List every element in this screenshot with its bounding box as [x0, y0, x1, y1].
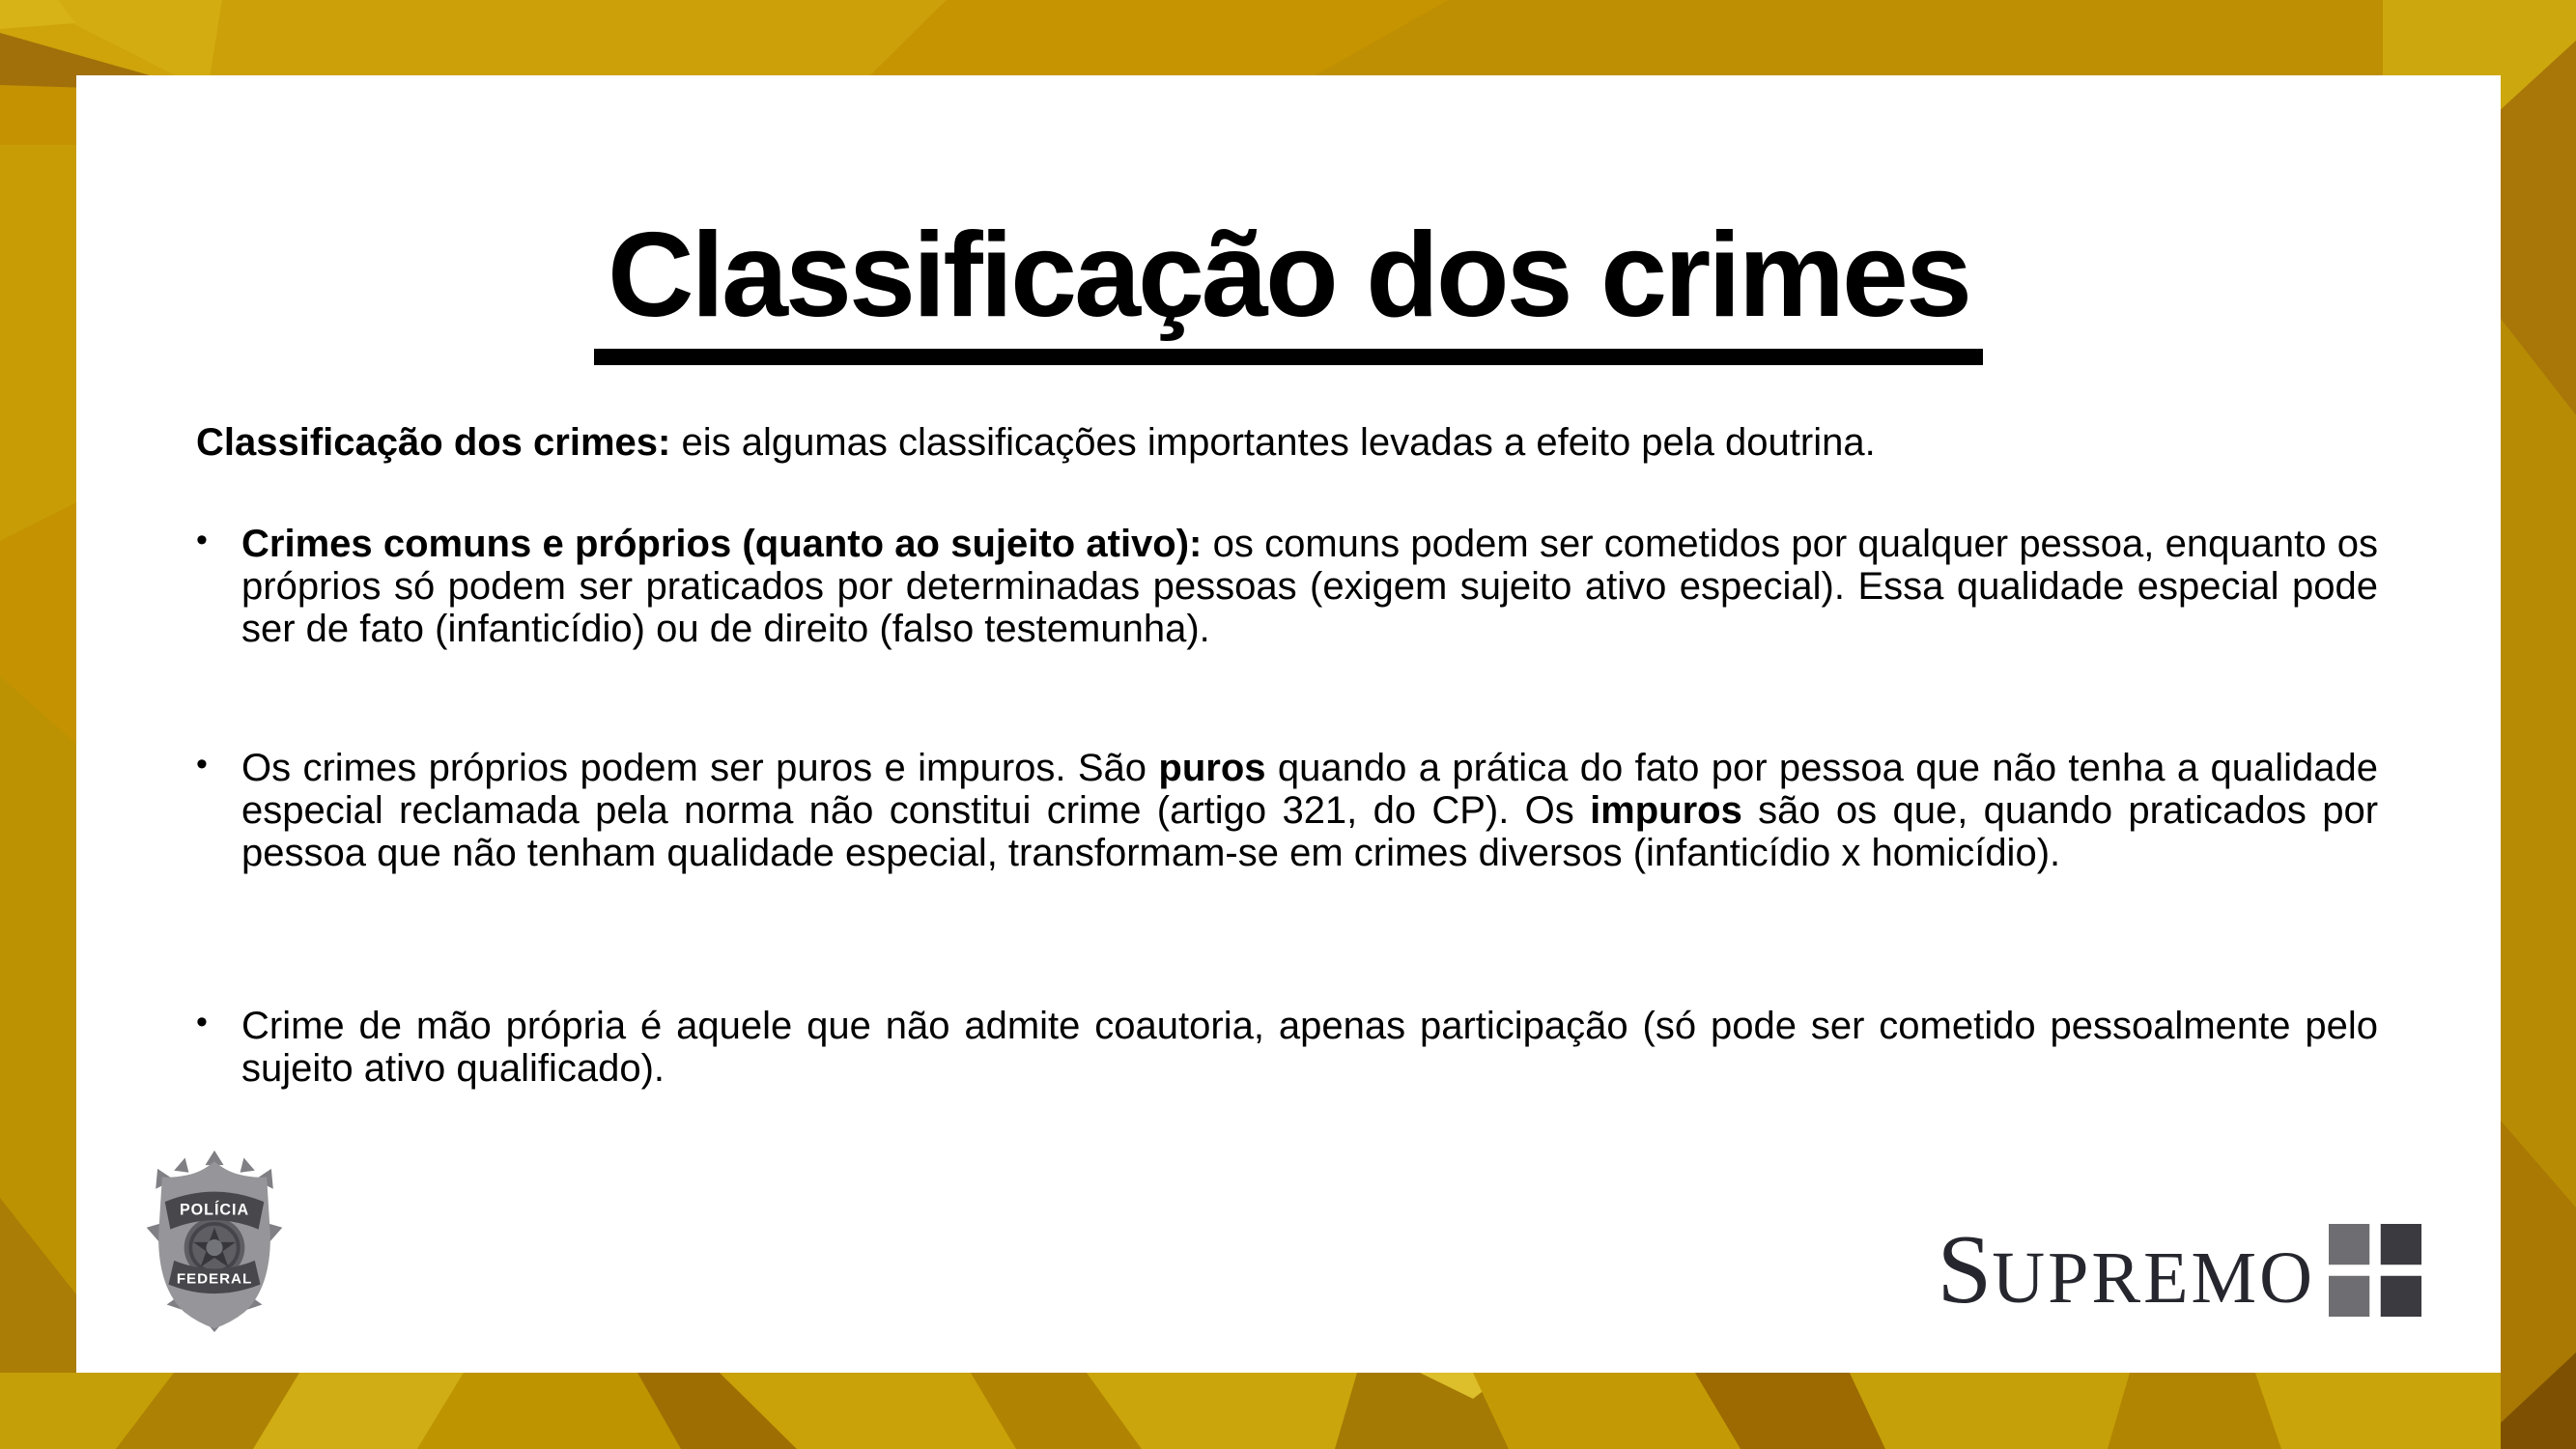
- intro-paragraph: Classificação dos crimes: eis algumas classificações importantes levadas a efeito pela doutrina.: [196, 421, 1876, 464]
- title-wrap: [76, 131, 2501, 445]
- bullet-text: Os crimes próprios podem ser puros e impuros. São puros quando a prática do fato por pessoa que não tenha a qualidade especial reclamada pela norma não constitui crime (artigo 321, do CP). Os impuros são os que, quando praticados por pessoa que não tenham qualidade especial, transformam-se em crimes diversos (infanticídio x homicídio).: [241, 747, 2379, 874]
- bullet-icon: •: [196, 1004, 208, 1040]
- badge-bottom-label: FEDERAL: [176, 1270, 253, 1288]
- page-title: Classificação dos crimes: [594, 212, 1983, 365]
- supremo-logo: [1937, 1215, 2421, 1324]
- supremo-window-icon: [2329, 1224, 2421, 1317]
- slide-card: [76, 75, 2501, 1373]
- bullet-text: Crime de mão própria é aquele que não admite coautoria, apenas participação (só pode ser cometido pessoalmente pelo sujeito ativo qualificado).: [241, 1005, 2378, 1090]
- bullet-item: [196, 1004, 2378, 1090]
- bullet-item: [196, 522, 2378, 650]
- badge-top-label: POLÍCIA: [179, 1201, 250, 1219]
- bullet-icon: •: [196, 746, 208, 782]
- supremo-wordmark-initial: S: [1937, 1215, 1993, 1324]
- bullet-text: Crimes comuns e próprios (quanto ao sujeito ativo): os comuns podem ser cometidos por qualquer pessoa, enquanto os próprios só podem ser praticados por determinadas pessoas (exigem sujeito ativo especial). Essa qualidade especial pode ser de fato (infanticídio) ou de direito (falso testemunha).: [241, 523, 2378, 650]
- supremo-wordmark-rest: UPREMO: [1992, 1237, 2315, 1319]
- bullet-icon: •: [196, 522, 208, 558]
- bullet-item: [196, 746, 2379, 874]
- supremo-wordmark: [1937, 1215, 2315, 1324]
- policia-federal-badge-icon: [141, 1148, 288, 1333]
